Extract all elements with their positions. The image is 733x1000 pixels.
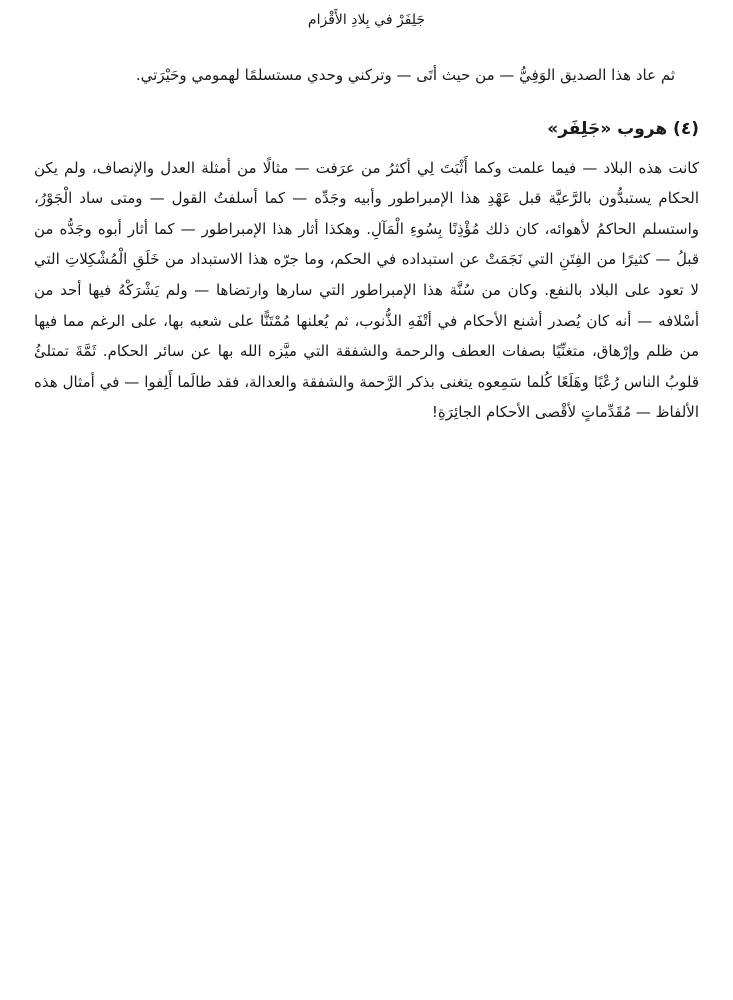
running-header-title: جَلِفَرْ في بِلادِ الأَقْزام [307, 12, 426, 28]
page-content [34, 60, 699, 428]
opening-paragraph: ثم عاد هذا الصديق الوَفِيُّ — من حيث أتَى — وتركني وحدي مستسلمًا لهمومي وحَيْرَتي. [135, 66, 675, 84]
section-heading: (٤) هروب «جَلِفَر» [547, 118, 699, 139]
body-paragraph: كانت هذه البلاد — فيما علمت وكما أَثْبَتَ لِي أكثرُ من عرَفت — مثالًا من أمثلة العدل والإنصاف، ولم يكن الحكام يستبدُّون بالرَّعيَّة قبل عَهْدِ هذا الإمبراطور وأبيه وجَدِّه — كما أسلفتُ القول — ومتى ساد الْجَوْرُ، واستسلم الحاكمُ لأهوائه، كان ذلك مُؤْذِنًا بِسُوءِ الْمَآلِ. وهكذا أثار هذا الإمبراطور — كما أثار أبوه وجَدُّه من قبلُ — كثيرًا من الفِتَنِ التي نَجَمَتْ عن استبداده في الحكم، وما جرّه هذا الاستبداد من خَلَقِ الْمُشْكِلاتِ التي لا تعود على البلاد بالنفع. وكان من سُنَّة هذا الإمبراطور التي سارها وارتضاها — ولم يَشْرَكْهُ فيها أحد من أسْلافه — أنه كان يُصدر أشنع الأحكام في أتْفَهِ الذُّنوب، ثم يُعلنها مُمْتَنًّا على شعبه بها، على الرغم مما فيها من ظلم وإرْهاق، متغنِّيًا بصفات العطف والرحمة والشفقة التي ميَّزه الله بها عن سائر الحكام. ثَمَّةَ تمتلئُ قلوبُ الناس رُعْبًا وهَلَعًا كُلما سَمِعوه يتغنى بذكر الرَّحمة والشفقة والعدالة، فقد طالَما أَلِفوا — في أمثال هذه الألفاظ — مُقَدِّماتٍ لأقْصى الأحكام الجائِرَةِ! [34, 158, 699, 422]
